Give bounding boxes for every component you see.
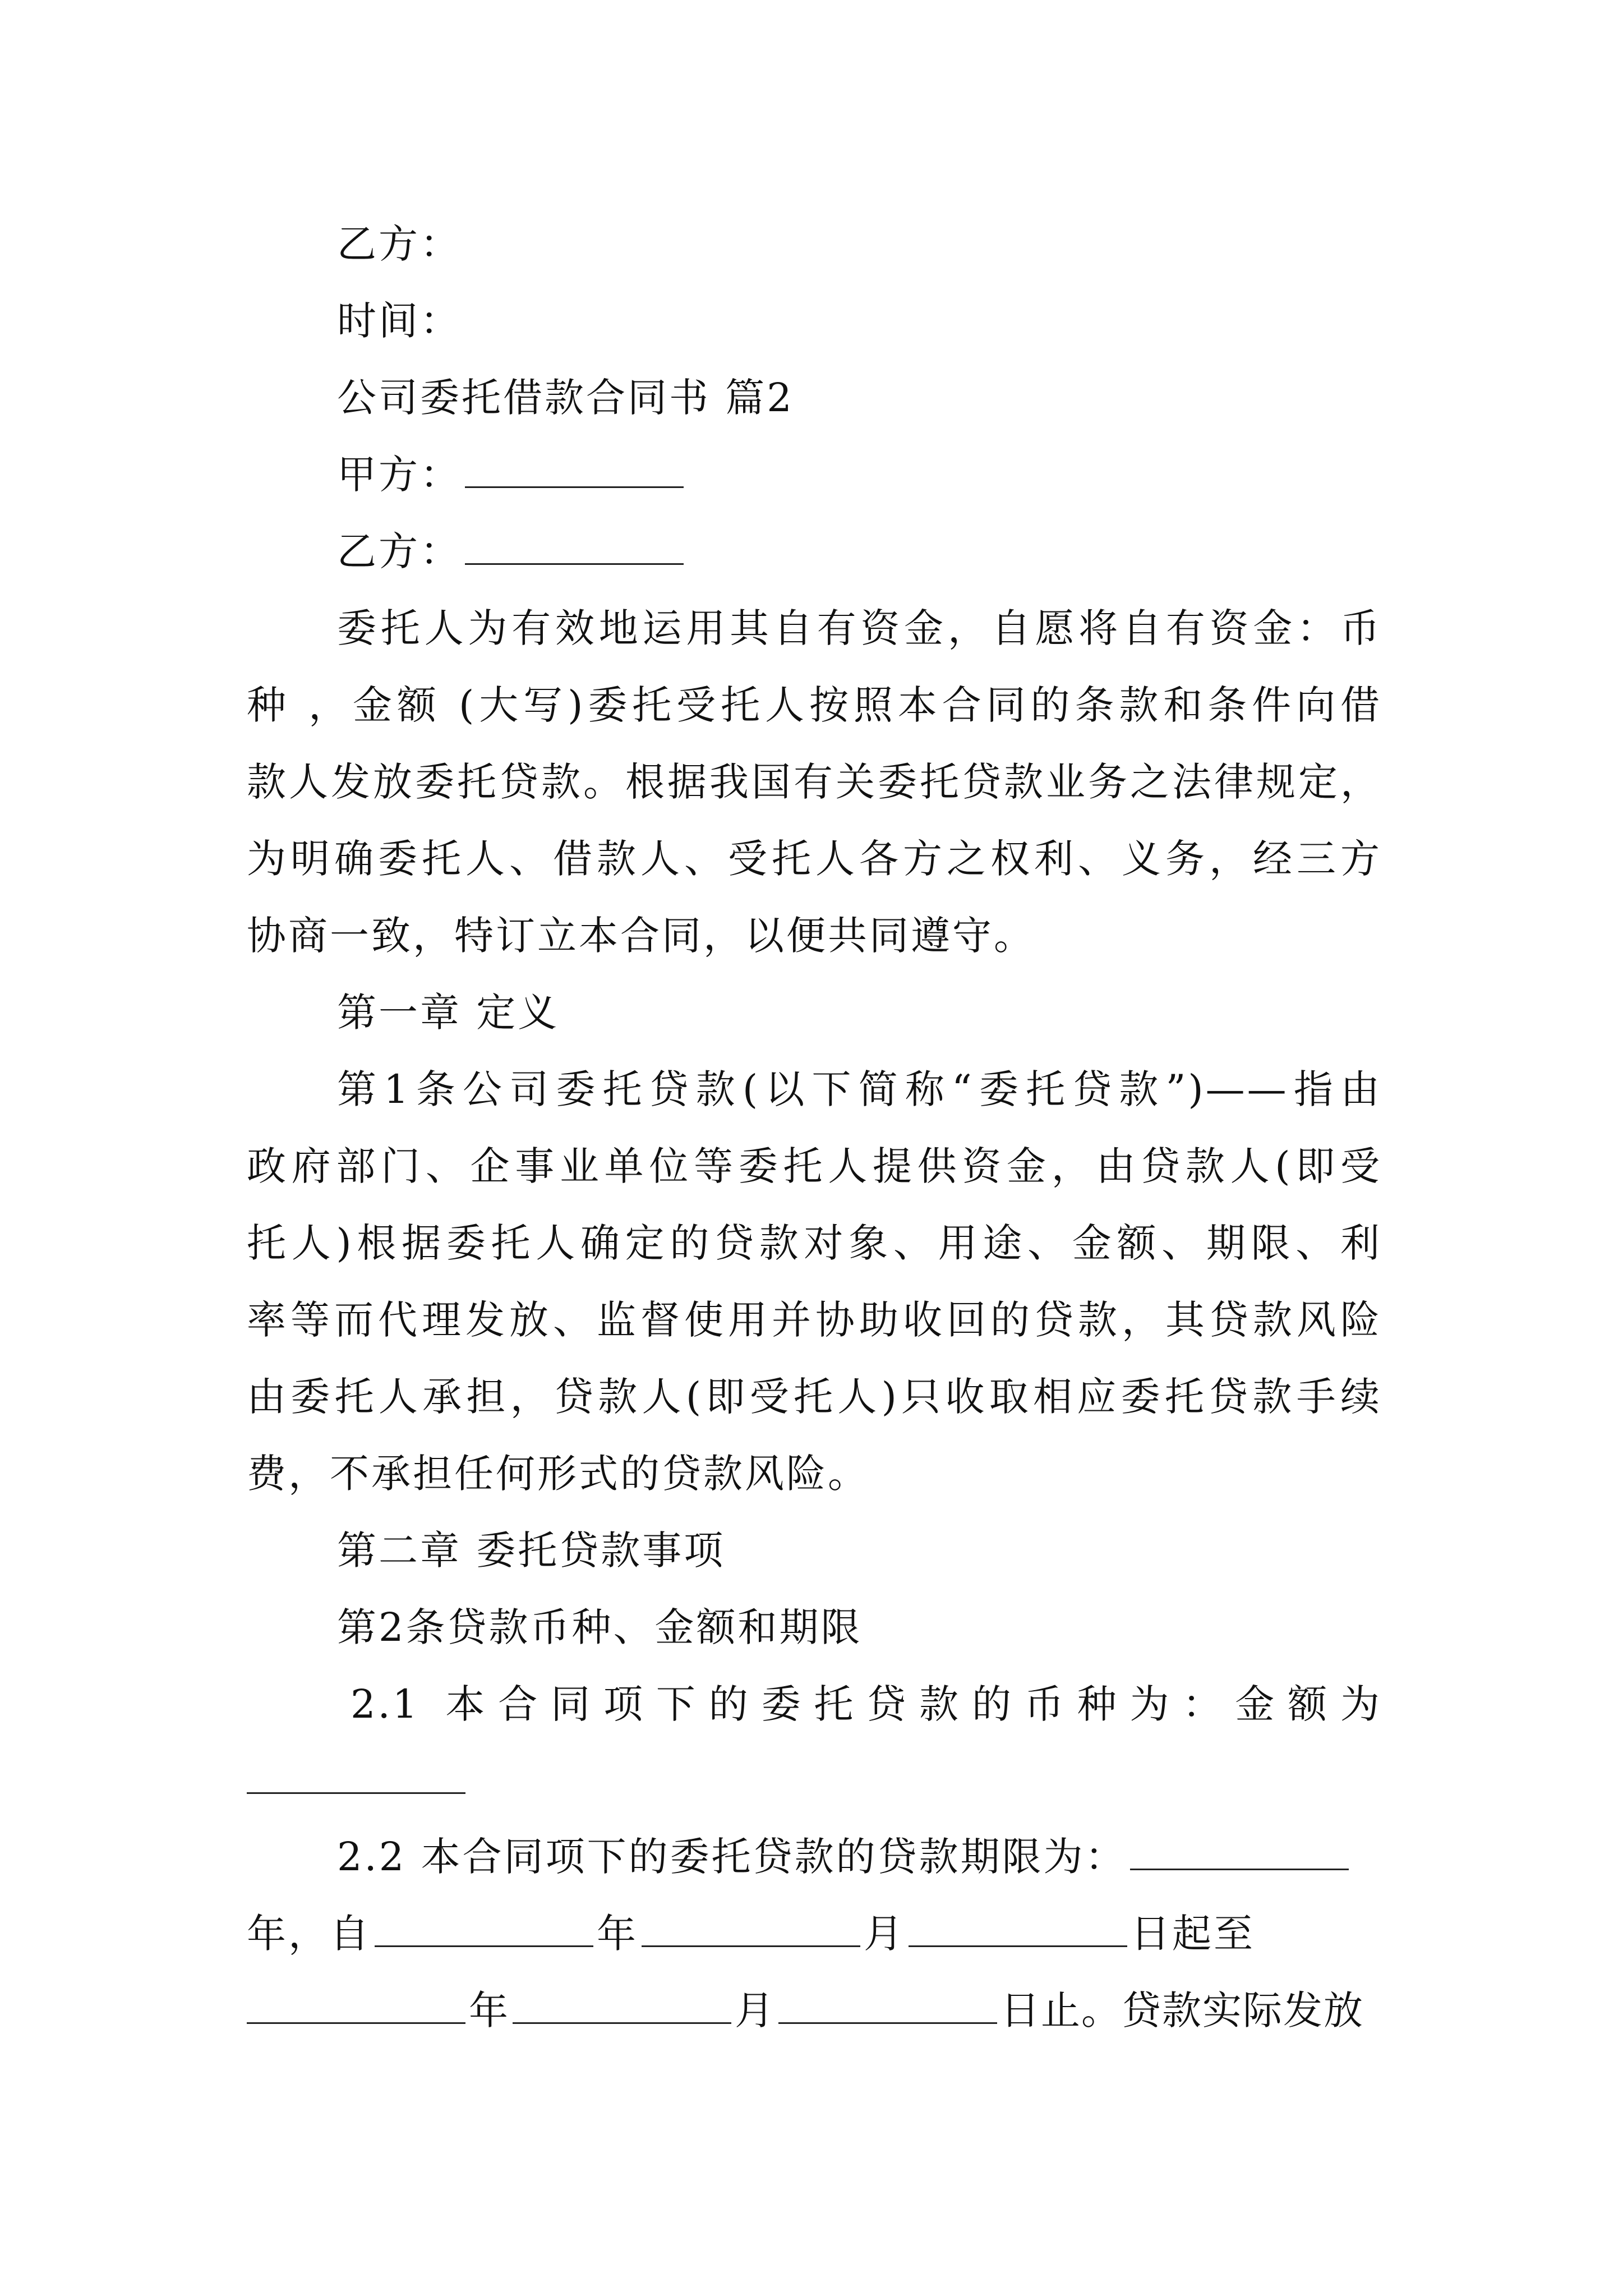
end-month-label: 月 xyxy=(735,1987,775,2033)
clause-2-2-line-2 xyxy=(247,1906,1382,1962)
article-1-line-4: 率等而代理发放、监督使用并协助收回的贷款，其贷款风险 xyxy=(247,1297,1382,1343)
date-label: 时间： xyxy=(337,298,462,344)
preamble-line-2: 种 ，金额 (大写)委托受托人按照本合同的条款和条件向借 xyxy=(247,682,1382,728)
end-month-blank xyxy=(513,1990,731,2024)
start-month-blank xyxy=(642,1913,860,1947)
preamble-line-3: 款人发放委托贷款。根据我国有关委托贷款业务之法律规定， xyxy=(247,759,1382,805)
start-year-blank xyxy=(375,1913,593,1947)
section-title: 公司委托借款合同书 篇2 xyxy=(337,375,794,421)
article-1-line-2: 政府部门、企事业单位等委托人提供资金，由贷款人(即受 xyxy=(247,1143,1382,1189)
party-b-label: 乙方： xyxy=(337,221,462,267)
party-a-blank xyxy=(465,454,684,488)
article-1-line-1: 第1条公司委托贷款(以下简称“委托贷款”)——指由 xyxy=(337,1066,1382,1112)
start-day-blank xyxy=(909,1913,1127,1947)
end-day-tail: 日止。贷款实际发放 xyxy=(1000,1987,1364,2033)
loan-term-blank xyxy=(1130,1836,1349,1870)
chapter-2-heading: 第二章 委托贷款事项 xyxy=(337,1527,726,1573)
party-a-label: 甲方： xyxy=(337,452,462,498)
start-day-label: 日起至 xyxy=(1131,1911,1255,1957)
clause-2-2-text: 2.2 本合同项下的委托贷款的贷款期限为： xyxy=(337,1834,1127,1880)
clause-2-1-blank xyxy=(247,1792,465,1794)
article-1-line-3: 托人)根据委托人确定的贷款对象、用途、金额、期限、利 xyxy=(247,1220,1382,1266)
chapter-1-heading: 第一章 定义 xyxy=(337,990,560,1036)
article-1-line-6: 费，不承担任何形式的贷款风险。 xyxy=(247,1451,869,1497)
party-b-blank xyxy=(465,531,684,565)
end-day-blank xyxy=(778,1990,997,2024)
preamble-line-5: 协商一致，特订立本合同，以便共同遵守。 xyxy=(247,913,1035,959)
start-month-label: 月 xyxy=(864,1911,905,1957)
clause-2-2-line-3 xyxy=(247,1982,1382,2039)
party-b-line xyxy=(337,523,1382,579)
article-1-line-5: 由委托人承担，贷款人(即受托人)只收取相应委托贷款手续 xyxy=(247,1374,1382,1420)
end-year-label: 年 xyxy=(469,1987,509,2033)
start-year-label: 年 xyxy=(597,1911,638,1957)
clause-2-1: 2.1 本合同项下的委托贷款的币种为：金额为 xyxy=(351,1681,1382,1727)
party-a-line xyxy=(337,447,1382,503)
clause-2-2-line-1 xyxy=(337,1829,1382,1885)
preamble-line-4: 为明确委托人、借款人、受托人各方之权利、义务，经三方 xyxy=(247,836,1382,882)
party-b-label-2: 乙方： xyxy=(337,528,462,574)
end-year-blank xyxy=(247,1990,465,2024)
term-year-from: 年，自 xyxy=(247,1911,371,1957)
article-2-heading: 第2条贷款币种、金额和期限 xyxy=(337,1604,863,1650)
preamble-line-1: 委托人为有效地运用其自有资金，自愿将自有资金：币 xyxy=(337,605,1382,651)
